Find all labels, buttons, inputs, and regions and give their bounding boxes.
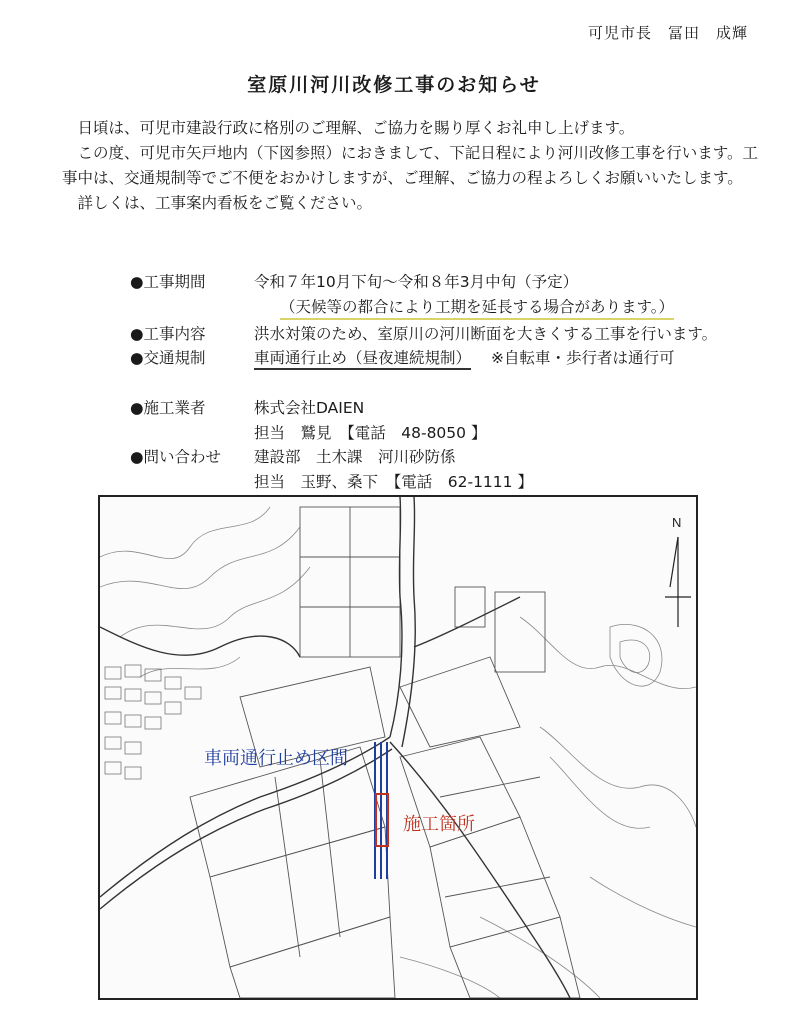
contractor-contact: 担当 鷲見 【電話 48-8050 】 (254, 424, 487, 442)
traffic-value-wrap (254, 346, 675, 368)
notice-body (62, 116, 762, 216)
traffic-value: 車両通行止め（昼夜連続規制） (254, 349, 471, 370)
contour-lines (100, 507, 696, 998)
period-note: （天候等の都合により工期を延長する場合があります。） (280, 295, 674, 320)
map-drawing (100, 497, 696, 998)
residential-blocks (105, 665, 201, 779)
closure-label: 車両通行止め区間 (204, 748, 348, 769)
content-label: ●工事内容 (130, 325, 206, 343)
location-map (98, 495, 698, 1000)
sender-name: 可児市長 冨田 成輝 (587, 24, 748, 42)
inquiry-contact: 担当 玉野、桑下 【電話 62-1111 】 (254, 473, 533, 491)
north-arrow (665, 537, 691, 627)
site-label: 施工箇所 (403, 814, 475, 835)
paragraph-announcement: この度、可児市矢戸地内（下図参照）におきまして、下記日程により河川改修工事を行います。工事中は、交通規制等でご不便をおかけしますが、ご理解、ご協力の程よろしくお願いいたします。 (62, 144, 758, 187)
notice-title: 室原川河川改修工事のお知らせ (247, 74, 541, 96)
contractor-label: ●施工業者 (130, 399, 206, 417)
inquiry-label: ●問い合わせ (130, 448, 222, 466)
paragraph-greeting: 日頃は、可児市建設行政に格別のご理解、ご協力を賜り厚くお礼申し上げます。 (77, 119, 635, 137)
paragraph-reference: 詳しくは、工事案内看板をご覧ください。 (77, 194, 373, 212)
period-value: 令和７年10月下旬～令和８年3月中旬（予定） (254, 273, 579, 291)
contractor-name: 株式会社DAIEN (254, 399, 365, 417)
inquiry-dept: 建設部 土木課 河川砂防係 (254, 448, 456, 466)
traffic-note: ※自転車・歩行者は通行可 (491, 349, 675, 367)
traffic-label: ●交通規制 (130, 349, 206, 367)
north-label: N (672, 515, 682, 530)
content-value: 洪水対策のため、室原川の河川断面を大きくする工事を行います。 (254, 325, 718, 343)
period-label: ●工事期間 (130, 273, 206, 291)
